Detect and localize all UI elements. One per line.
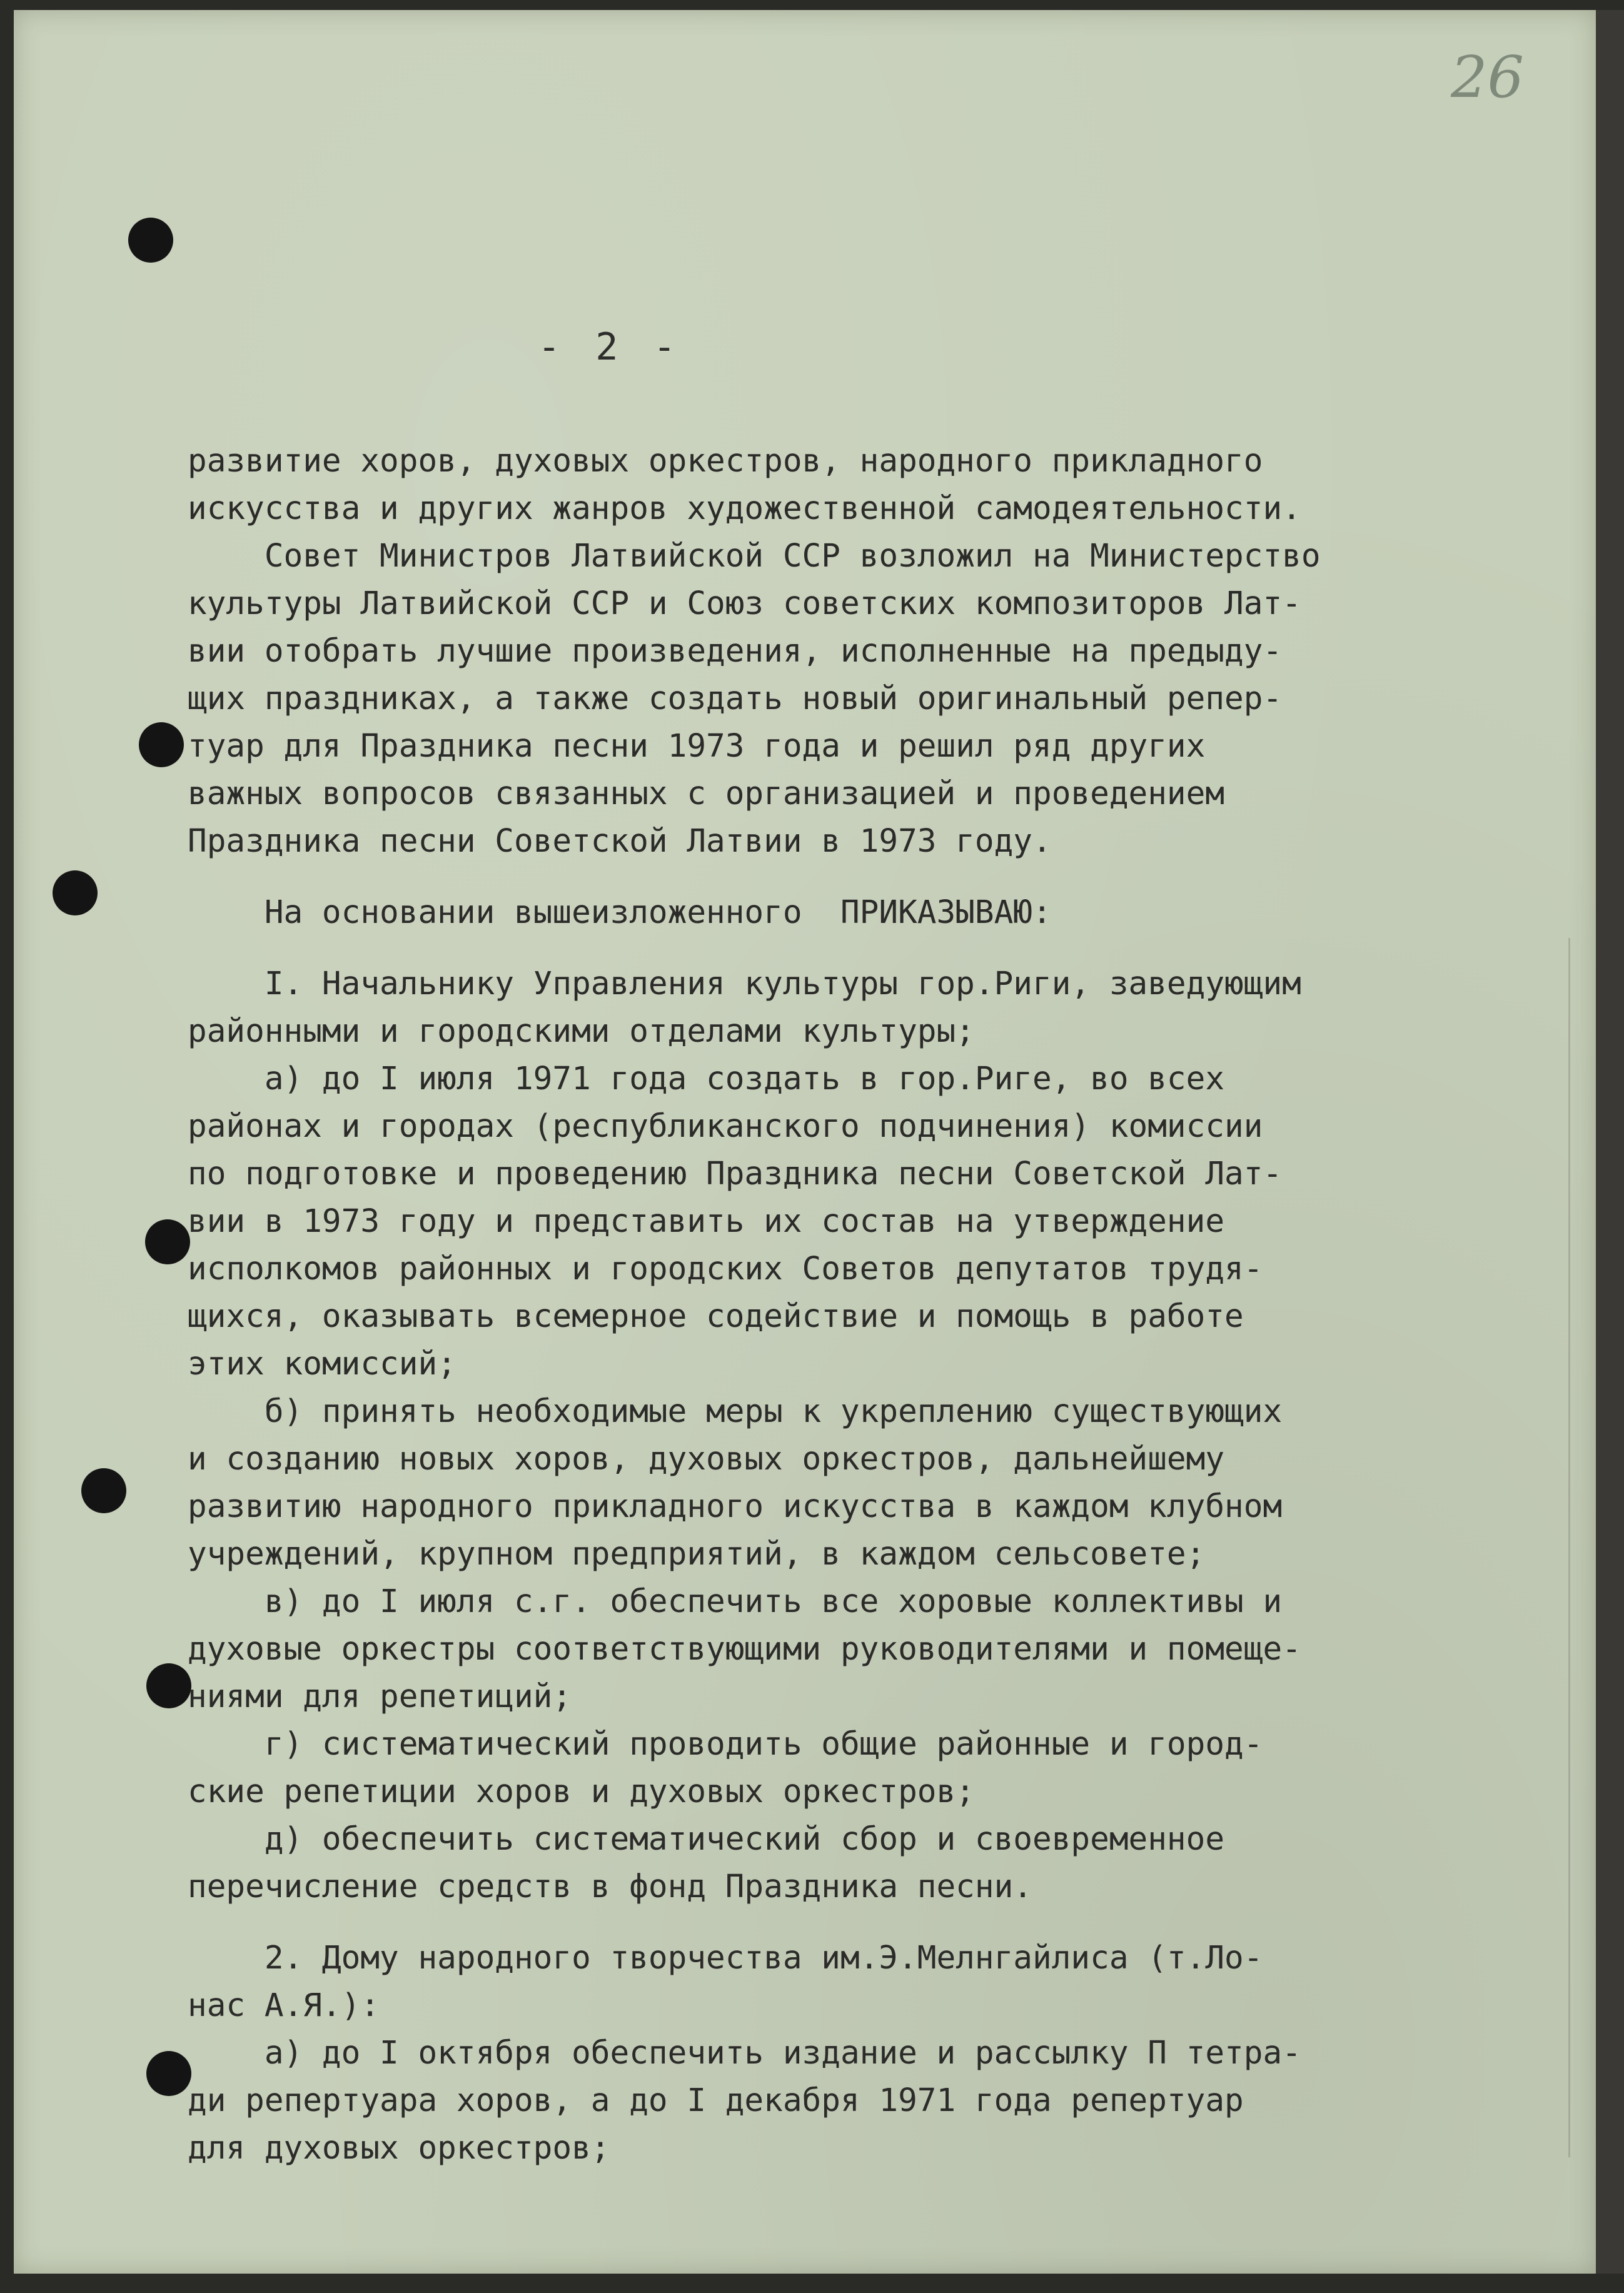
text-line: развитию народного прикладного искусства в каждом клубном [188, 1488, 1283, 1525]
paragraph-gap [188, 865, 1326, 889]
punch-hole [128, 218, 173, 263]
text-line: г) систематический проводить общие районные и город- [188, 1726, 1263, 1763]
text-line: исполкомов районных и городских Советов депутатов трудя- [188, 1251, 1263, 1288]
text-line: и созданию новых хоров, духовых оркестров, дальнейшему [188, 1441, 1225, 1478]
text-line: этих комиссий; [188, 1346, 456, 1383]
punch-hole [146, 1663, 191, 1708]
text-line: На основании вышеизложенного ПРИКАЗЫВАЮ: [188, 894, 1052, 931]
text-line: учреждений, крупном предприятий, в каждом сельсовете; [188, 1536, 1206, 1573]
text-line: туар для Праздника песни 1973 года и решил ряд других [188, 728, 1206, 765]
text-line: по подготовке и проведению Праздника песни Советской Лат- [188, 1156, 1283, 1192]
text-line: развитие хоров, духовых оркестров, народного прикладного [188, 443, 1263, 480]
text-line: 2. Дому народного творчества им.Э.Мелнгайлиса (т.Ло- [188, 1940, 1263, 1977]
text-line: вии отобрать лучшие произведения, исполненные на предыду- [188, 633, 1283, 670]
text-line: б) принять необходимые меры к укреплению существующих [188, 1393, 1283, 1430]
text-line: ди репертуара хоров, а до I декабря 1971 года репертуар [188, 2082, 1244, 2119]
text-line: д) обеспечить систематический сбор и своевременное [188, 1821, 1225, 1858]
text-line: важных вопросов связанных с организацией и проведением [188, 775, 1225, 812]
folio-number: 26 [1451, 44, 1525, 111]
text-line: для духовых оркестров; [188, 2130, 610, 2167]
text-line: ские репетиции хоров и духовых оркестров; [188, 1773, 975, 1810]
text-line: Совет Министров Латвийской ССР возложил на Министерство [188, 538, 1321, 575]
page-number: - 2 - [538, 325, 682, 369]
text-line: в) до I июля с.г. обеспечить все хоровые коллективы и [188, 1583, 1283, 1620]
punch-hole [145, 1219, 190, 1264]
text-line: а) до I октября обеспечить издание и рассылку П тетра- [188, 2035, 1301, 2072]
text-line: I. Начальнику Управления культуры гор.Риги, заведующим [188, 965, 1301, 1002]
text-line: районах и городах (республиканского подчинения) комиссии [188, 1108, 1263, 1145]
paragraph-gap [188, 1911, 1326, 1935]
paragraph-gap [188, 937, 1326, 960]
text-line: вии в 1973 году и представить их состав на утверждение [188, 1203, 1225, 1240]
text-line: а) до I июля 1971 года создать в гор.Риге, во всех [188, 1061, 1225, 1097]
document-body [188, 438, 1326, 2172]
punch-hole [146, 2051, 191, 2096]
text-line: нас А.Я.): [188, 1987, 380, 2024]
punch-hole [53, 870, 98, 915]
text-line: культуры Латвийской ССР и Союз советских композиторов Лат- [188, 585, 1301, 622]
text-line: духовые оркестры соответствующими руководителями и помеще- [188, 1631, 1301, 1668]
text-line: районными и городскими отделами культуры; [188, 1013, 975, 1050]
text-line: перечисление средств в фонд Праздника песни. [188, 1868, 1033, 1905]
scan-border [1596, 10, 1624, 2274]
text-line: искусства и других жанров художественной самодеятельности. [188, 490, 1301, 527]
punch-hole [139, 722, 184, 767]
text-line: щихся, оказывать всемерное содействие и помощь в работе [188, 1298, 1244, 1335]
page-fold-line [1568, 938, 1570, 2157]
punch-hole [81, 1468, 126, 1513]
text-line: Праздника песни Советской Латвии в 1973 году. [188, 823, 1052, 860]
text-line: ниями для репетиций; [188, 1678, 572, 1715]
text-line: щих праздниках, а также создать новый оригинальный репер- [188, 680, 1283, 717]
